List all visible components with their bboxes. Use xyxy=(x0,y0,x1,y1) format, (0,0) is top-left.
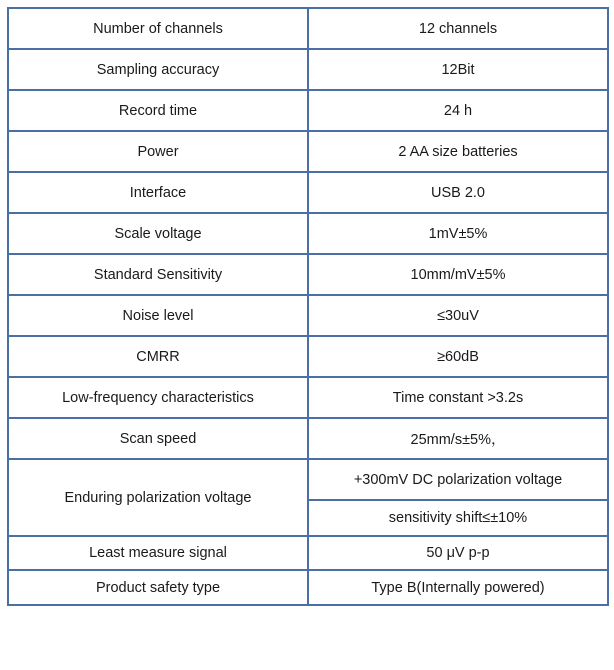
spec-label: Number of channels xyxy=(8,8,308,49)
spec-label: Scale voltage xyxy=(8,213,308,254)
spec-label: Low-frequency characteristics xyxy=(8,377,308,418)
spec-value: 12Bit xyxy=(308,49,608,90)
spec-label: Scan speed xyxy=(8,418,308,459)
spec-label: Product safety type xyxy=(8,570,308,605)
spec-value: USB 2.0 xyxy=(308,172,608,213)
table-row xyxy=(8,459,608,500)
table-row xyxy=(8,254,608,295)
spec-value: ≥60dB xyxy=(308,336,608,377)
table-row xyxy=(8,377,608,418)
table-row xyxy=(8,131,608,172)
table-row xyxy=(8,570,608,605)
table-row xyxy=(8,295,608,336)
spec-label: Least measure signal xyxy=(8,536,308,570)
spec-value: 2 AA size batteries xyxy=(308,131,608,172)
table-row xyxy=(8,536,608,570)
spec-value: 25mm/s±5%， xyxy=(308,418,608,459)
spec-value: sensitivity shift≤±10% xyxy=(308,500,608,536)
table-row xyxy=(8,8,608,49)
spec-value: Time constant >3.2s xyxy=(308,377,608,418)
spec-value: Type B(Internally powered) xyxy=(308,570,608,605)
spec-label: Interface xyxy=(8,172,308,213)
spec-value: 1mV±5% xyxy=(308,213,608,254)
spec-table xyxy=(7,7,609,606)
spec-label: CMRR xyxy=(8,336,308,377)
spec-value: 10mm/mV±5% xyxy=(308,254,608,295)
table-row xyxy=(8,172,608,213)
spec-value: ≤30uV xyxy=(308,295,608,336)
table-row xyxy=(8,418,608,459)
table-row xyxy=(8,90,608,131)
spec-value: 24 h xyxy=(308,90,608,131)
spec-label: Enduring polarization voltage xyxy=(8,459,308,536)
spec-label: Power xyxy=(8,131,308,172)
spec-label: Sampling accuracy xyxy=(8,49,308,90)
table-row xyxy=(8,49,608,90)
spec-value: 12 channels xyxy=(308,8,608,49)
spec-label: Noise level xyxy=(8,295,308,336)
table-row xyxy=(8,336,608,377)
spec-value: +300mV DC polarization voltage xyxy=(308,459,608,500)
table-row xyxy=(8,213,608,254)
spec-value: 50 μV p-p xyxy=(308,536,608,570)
spec-label: Record time xyxy=(8,90,308,131)
spec-label: Standard Sensitivity xyxy=(8,254,308,295)
